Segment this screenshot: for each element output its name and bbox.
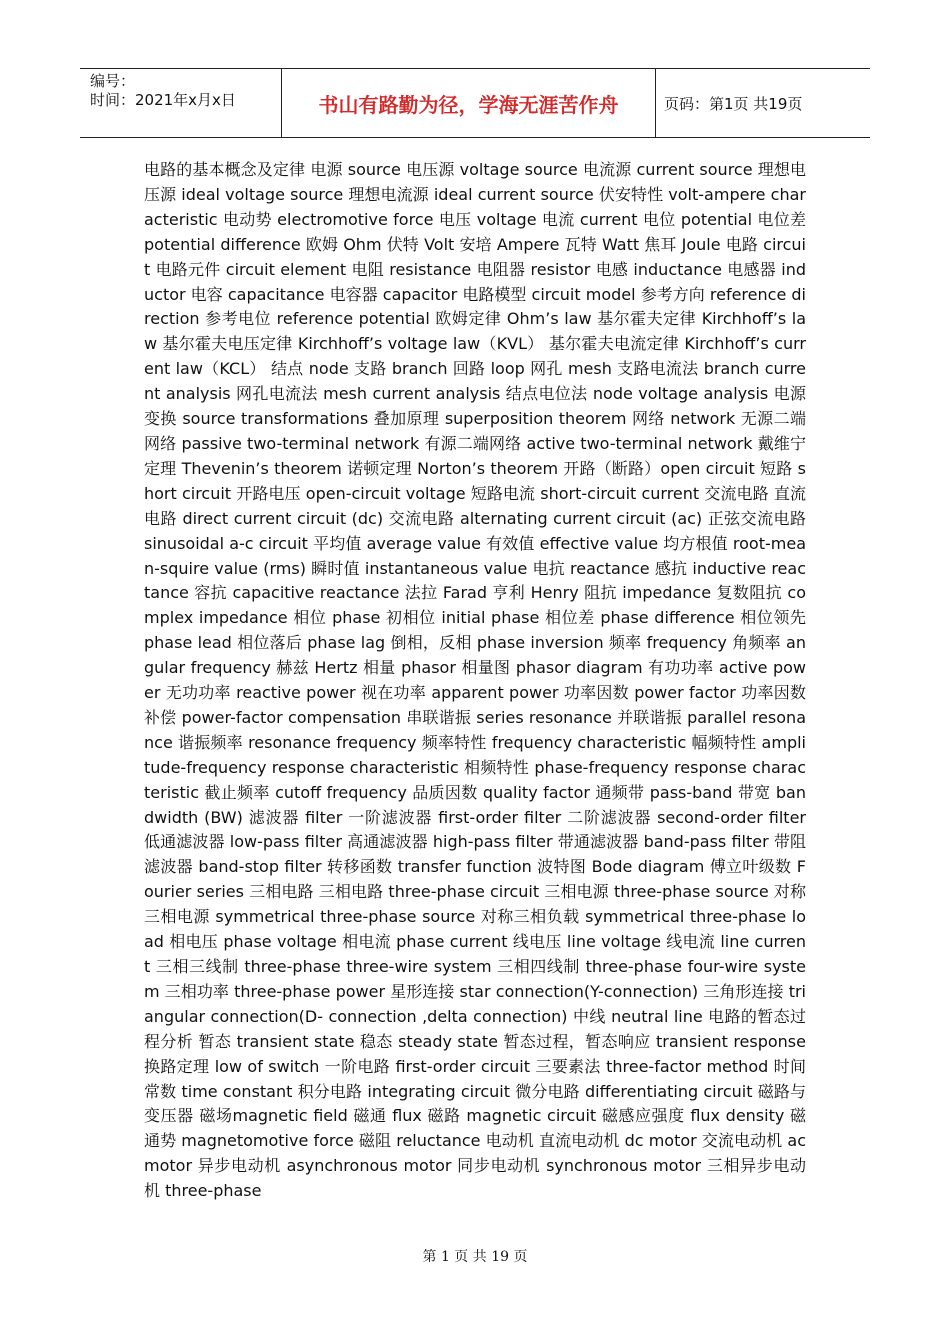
- document-date: 时间：2021年x月x日: [90, 91, 236, 109]
- page-header: [80, 68, 870, 138]
- document-number-label: 编号：: [90, 72, 136, 90]
- header-meta: [80, 69, 282, 137]
- header-page-info: 页码：第1页 共19页: [664, 94, 803, 113]
- glossary-body-text: 电路的基本概念及定律 电源 source 电压源 voltage source 电流源 current source 理想电压源 ideal voltage source 理想电流源 ideal current source 伏安特性 volt-ampere characteristic 电动势 electromotive force 电压 voltage 电流 current 电位 potential 电位差 potential difference 欧姆 Ohm 伏特 Volt 安培 Ampere 瓦特 Watt 焦耳 Joule 电路 circuit 电路元件 circuit element 电阻 resistance 电阻器 resistor 电感 inductance 电感器 inductor 电容 capacitance 电容器 capacitor 电路模型 circuit model 参考方向 reference direction 参考电位 reference potential 欧姆定律 Ohm’s law 基尔霍夫定律 Kirchhoff’s law 基尔霍夫电压定律 Kirchhoff’s voltage law（KVL） 基尔霍夫电流定律 Kirchhoff’s current law（KCL） 结点 node 支路 branch 回路 loop 网孔 mesh 支路电流法 branch current analysis 网孔电流法 mesh current analysis 结点电位法 node voltage analysis 电源变换 source transformations 叠加原理 superposition theorem 网络 network 无源二端网络 passive two-terminal network 有源二端网络 active two-terminal network 戴维宁定理 Thevenin’s theorem 诺顿定理 Norton’s theorem 开路（断路）open circuit 短路 short circuit 开路电压 open-circuit voltage 短路电流 short-circuit current 交流电路 直流电路 direct current circuit (dc) 交流电路 alternating current circuit (ac) 正弦交流电路 sinusoidal a-c circuit 平均值 average value 有效值 effective value 均方根值 root-mean-squire value (rms) 瞬时值 instantaneous value 电抗 reactance 感抗 inductive reactance 容抗 capacitive reactance 法拉 Farad 亨利 Henry 阻抗 impedance 复数阻抗 complex impedance 相位 phase 初相位 initial phase 相位差 phase difference 相位领先 phase lead 相位落后 phase lag 倒相，反相 phase inversion 频率 frequency 角频率 angular frequency 赫兹 Hertz 相量 phasor 相量图 phasor diagram 有功功率 active power 无功功率 reactive power 视在功率 apparent power 功率因数 power factor 功率因数补偿 power-factor compensation 串联谐振 series resonance 并联谐振 parallel resonance 谐振频率 resonance frequency 频率特性 frequency characteristic 幅频特性 amplitude-frequency response characteristic 相频特性 phase-frequency response characteristic 截止频率 cutoff frequency 品质因数 quality factor 通频带 pass-band 带宽 bandwidth (BW) 滤波器 filter 一阶滤波器 first-order filter 二阶滤波器 second-order filter 低通滤波器 low-pass filter 高通滤波器 high-pass filter 带通滤波器 band-pass filter 带阻滤波器 band-stop filter 转移函数 transfer function 波特图 Bode diagram 傅立叶级数 Fourier series 三相电路 三相电路 three-phase circuit 三相电源 three-phase source 对称三相电源 symmetrical three-phase source 对称三相负载 symmetrical three-phase load 相电压 phase voltage 相电流 phase current 线电压 line voltage 线电流 line current 三相三线制 three-phase three-wire system 三相四线制 three-phase four-wire system 三相功率 three-phase power 星形连接 star connection(Y-connection) 三角形连接 triangular connection(D- connection ,delta connection) 中线 neutral line 电路的暂态过程分析 暂态 transient state 稳态 steady state 暂态过程，暂态响应 transient response 换路定理 low of switch 一阶电路 first-order circuit 三要素法 three-factor method 时间常数 time constant 积分电路 integrating circuit 微分电路 differentiating circuit 磁路与变压器 磁场magnetic field 磁通 flux 磁路 magnetic circuit 磁感应强度 flux density 磁通势 magnetomotive force 磁阻 reluctance 电动机 直流电动机 dc motor 交流电动机 ac motor 异步电动机 asynchronous motor 同步电动机 synchronous motor 三相异步电动机 three-phase: [144, 160, 806, 1201]
- header-motto: 书山有路勤为径，学海无涯苦作舟: [282, 69, 656, 137]
- page-footer: 第 1 页 共 19 页: [422, 1249, 528, 1265]
